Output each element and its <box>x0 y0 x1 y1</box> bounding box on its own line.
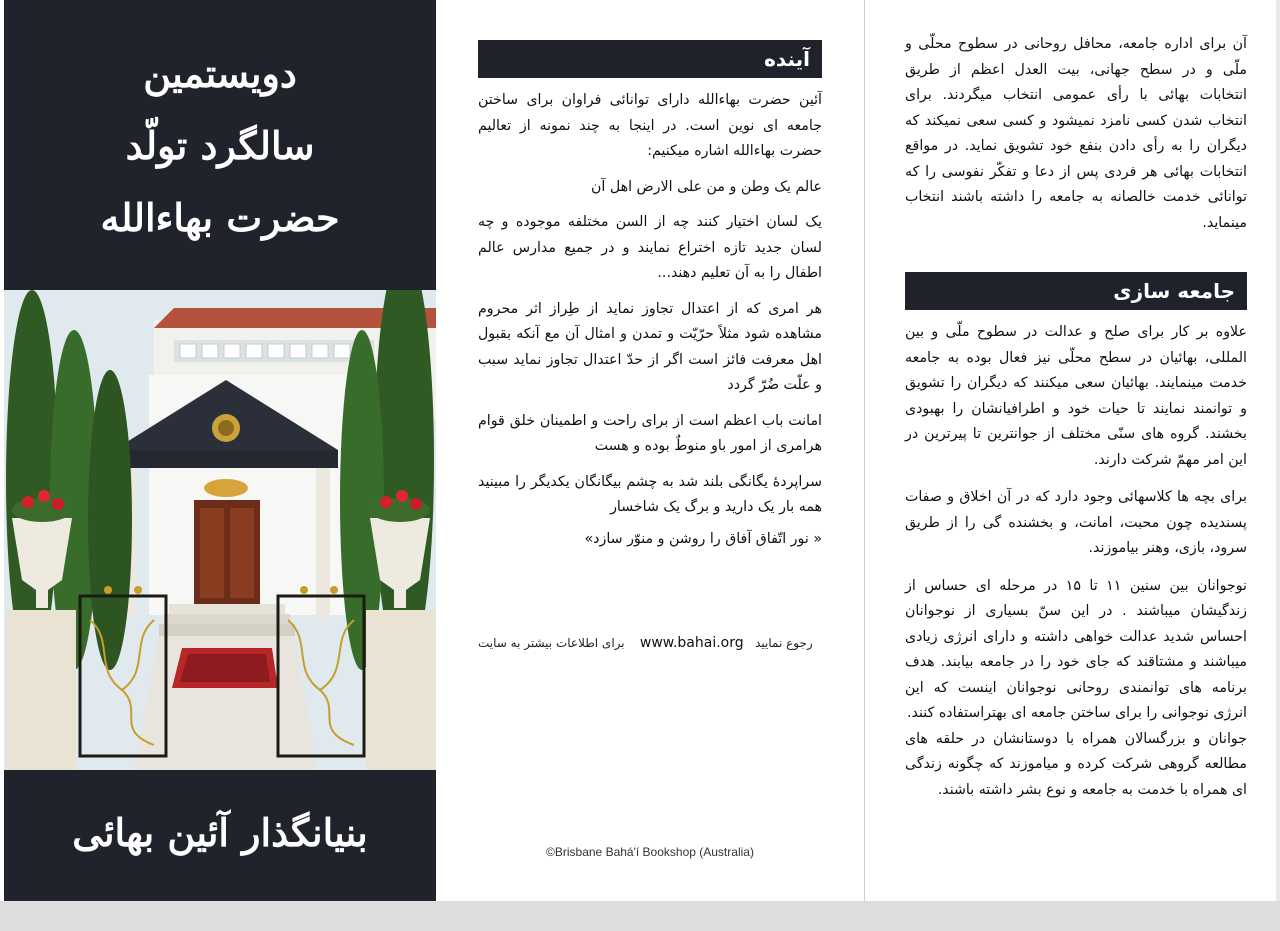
copyright-notice: ©Brisbane Bahá'í Bookshop (Australia) <box>546 845 754 859</box>
shrine-entrance-photo <box>4 290 436 770</box>
community-paragraph-4: جوانان و بزرگسالان همراه با دوستانشان در حلقه های مطالعه گروهی شرکت کرده و میاموزند که چگونه زندگی ای همراه با خدمت به جامعه و نوع بشر داشته باشند. <box>905 730 1247 798</box>
cover-title-line-2: سالگرد تولّد <box>125 123 315 168</box>
closing-quote: « نور اتّفاق آفاق را روشن و منوّر سازد» <box>584 530 822 547</box>
future-heading-banner <box>478 40 822 78</box>
fold-line-right <box>864 0 865 901</box>
community-paragraph-2: برای بچه ها کلاسهائی وجود دارد که در آن اخلاق و صفات پسندیده چون محبت، امانت، و بخشنده گی را از طریق سرود، بازی، وهنر بیاموزند. <box>905 489 1247 556</box>
middle-panel <box>478 40 822 552</box>
community-building-body <box>905 320 1247 803</box>
website-link[interactable]: www.bahai.org <box>639 635 744 651</box>
community-building-heading: جامعه سازی <box>1113 279 1235 303</box>
info-prefix: برای اطلاعات بیشتر به سایت <box>478 636 625 650</box>
more-info-line <box>478 635 822 651</box>
quote-4: امانت باب اعظم است از برای راحت و اطمینان خلق قوام هرامری از امور باو منوطٌ بوده و هست <box>478 412 822 454</box>
future-intro: آئین حضرت بهاءالله دارای توانائی فراوان برای ساختن جامعه ای نوین است. در اینجا به چند نمونه از تعالیم حضرت بهاءالله اشاره میکنیم: <box>478 92 822 159</box>
community-paragraph-1: علاوه بر کار برای صلح و عدالت در سطوح ملّی و بین المللی، بهائیان در سطح محلّی نیز فعال بوده به جامعه خدمت مینمایند. بهائیان سعی میکنند که دیگران را تشویق و توانمند نمایند تا حیات خود و اطرافیانشان را بهبودی بخشند. گروه های سنّی مختلف از جوانترین تا پیرترین در این امر مهمّ شرکت دارند. <box>905 324 1247 468</box>
quote-3: هر امری که از اعتدال تجاوز نماید از طِراز اثر محروم مشاهده شود مثلاً حرّیّت و تمدن و امثال آن مع آنکه بقبول اهل معرفت فائز است اگر از حدّ اعتدال تجاوز نماید سبب و علّت ضُرّ گردد <box>478 300 822 393</box>
right-panel-top <box>905 32 1247 236</box>
future-heading: آینده <box>764 47 810 71</box>
quote-2: یک لسان اختیار کنند چه از السن مختلفه موجوده و چه لسان جدید تازه اختراع نمایند و در جمیع مدارس عالم اطفال را به آن تعلیم دهند... <box>478 214 822 281</box>
scan-bottom-margin <box>0 901 1280 931</box>
info-suffix: رجوع نمایید <box>755 636 813 650</box>
community-paragraph-3: نوجوانان بین سنین ۱۱ تا ۱۵ در مرحله ای حساس از زندگیشان میباشند . در این سنّ بسیاری از نوجوانان احساس شدید عدالت خواهی داشته و دارای انرژی زیادی میباشند و مشتاقند که جای خود را در جامعه بیابند. هدف برنامه های توانمندی روحانی نوجوانان اینست که این انرژی نوجوانی را برای ساختن جامعه ای بهتراستفاده کنند. <box>905 577 1247 721</box>
cover-title-line-1: دویستمین <box>143 51 297 96</box>
quote-5: سراپردهٔ یگانگی بلند شد به چشم بیگانگان یکدیگر را مبینید همه بار یک دارید و برگ یک شاخسار <box>478 473 822 515</box>
cover-subtitle: بنیانگذار آئین بهائی <box>72 810 368 855</box>
community-building-banner <box>905 272 1247 310</box>
cover-panel <box>4 0 436 901</box>
quote-1: عالم یک وطن و من علی الارض اهل آن <box>590 178 822 195</box>
cover-title-line-3: حضرت بهاءالله <box>100 195 340 240</box>
cover-title <box>4 38 436 254</box>
elections-paragraph: آن برای اداره جامعه، محافل روحانی در سطوح محلّی و ملّی و در سطح جهانی، بیت العدل اعظم از طریق انتخابات بهائی با رأی عمومی انتخاب میگردند. برای انتخاب شدن کسی نامزد نمیشود و کسی سعی نمیکند که دیگران را به رأی دادن بنفع خود تشویق نماید. در مواقع انتخابات بهائی هر فردی پس از دعا و تفکّر نفوسی را که توانائی خدمت خالصانه به جامعه را داشته باشند انتخاب مینماید. <box>905 36 1247 231</box>
